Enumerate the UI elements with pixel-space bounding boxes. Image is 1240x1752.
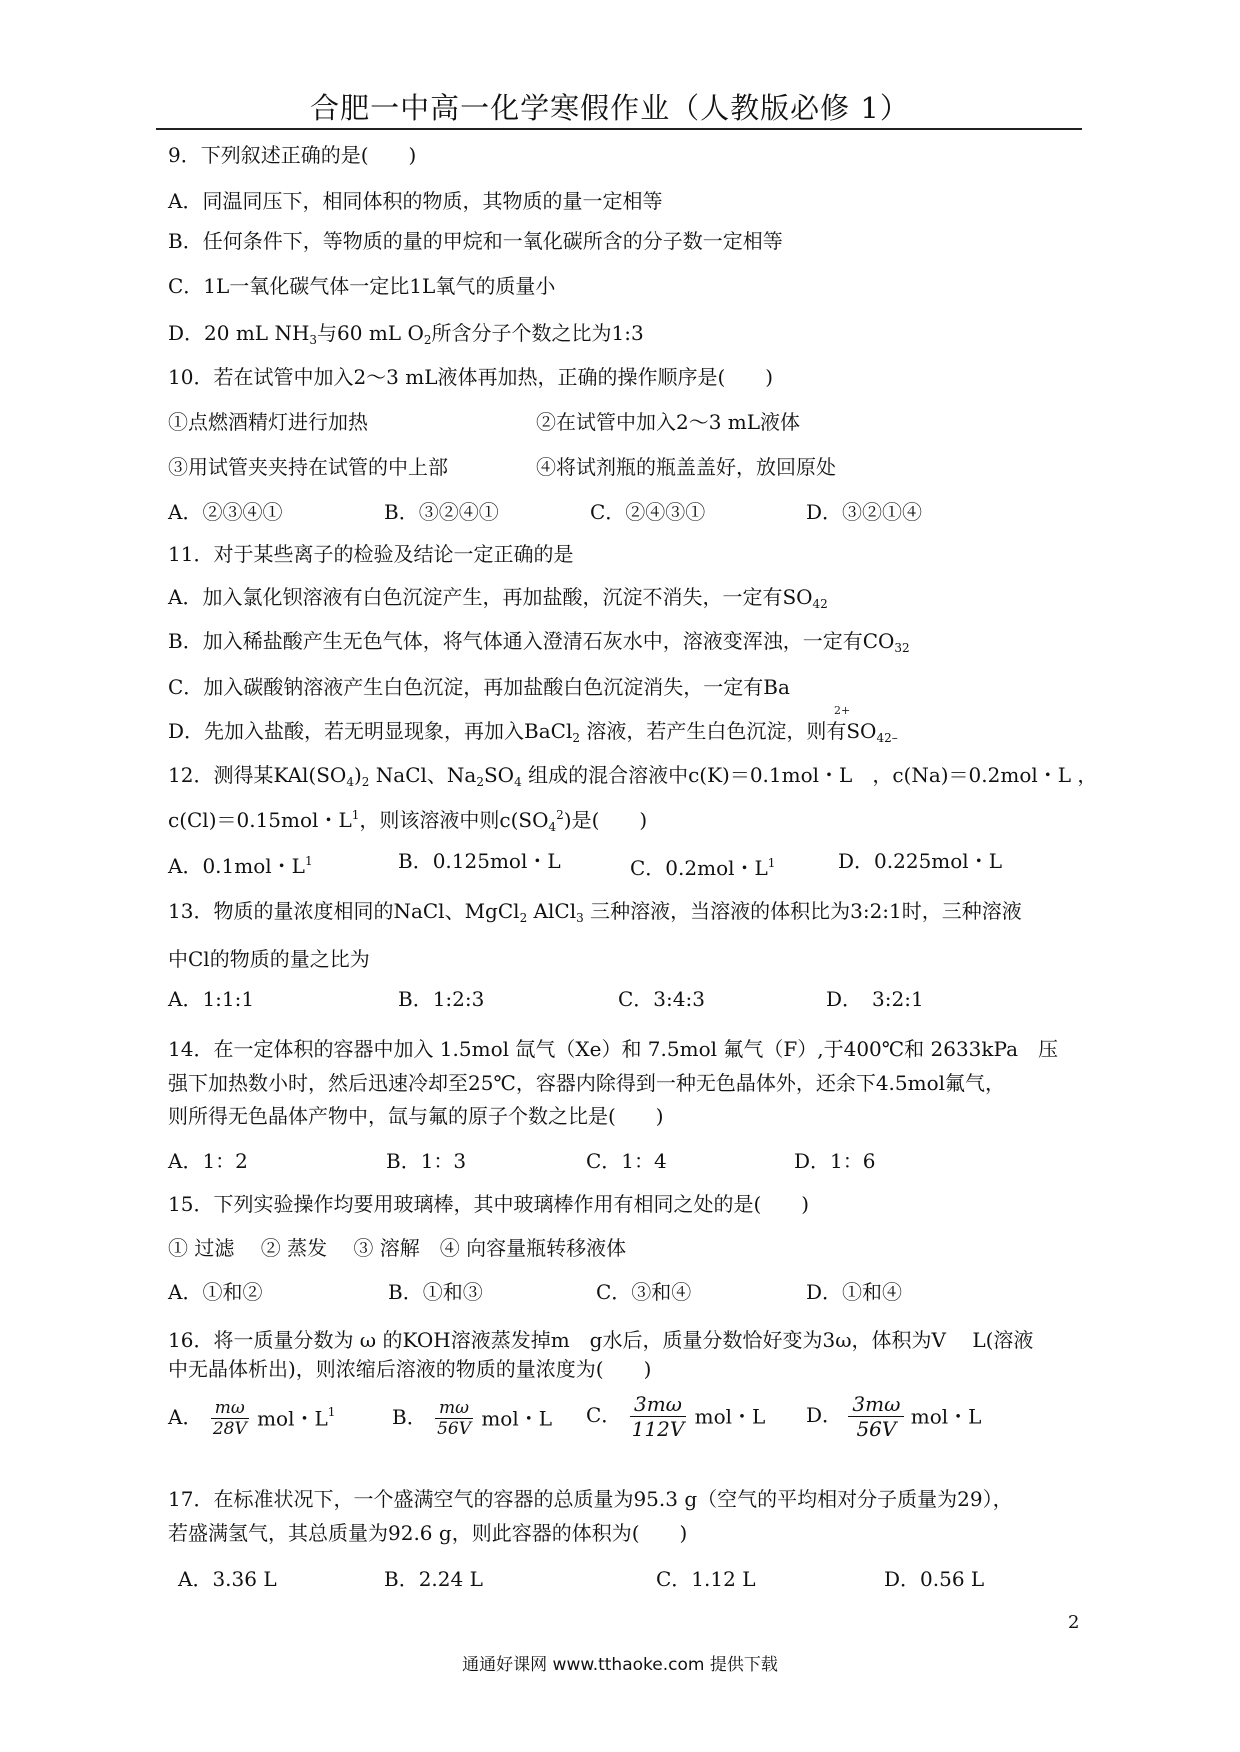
q10-step-2: ②在试管中加入2～3 mL液体	[536, 410, 801, 434]
q14-option-a: A．1：2	[168, 1149, 248, 1173]
q16-line-2: 中无晶体析出)，则浓缩后溶液的物质的量浓度为( )	[168, 1357, 652, 1381]
q16-d-fraction: $\frac{3m\omega}{56V}$	[848, 1392, 904, 1441]
page-header: 合肥一中高一化学寒假作业（人教版必修 1）	[310, 91, 910, 125]
q10-step-3: ③用试管夹夹持在试管的中上部	[168, 455, 448, 479]
q11-stem: 11．对于某些离子的检验及结论一定正确的是	[168, 542, 574, 566]
q17-option-a: A．3.36 L	[178, 1567, 277, 1591]
q9-option-b: B．任何条件下，等物质的量的甲烷和一氧化碳所含的分子数一定相等	[168, 229, 783, 253]
q9-option-c: C．1L一氧化碳气体一定比1L氧气的质量小	[168, 274, 556, 298]
q12-option-a: A．0.1mol・$L^1$	[168, 854, 313, 878]
q11-ba-charge: 2+	[834, 704, 851, 717]
q14-line-1: 14．在一定体积的容器中加入 1.5mol 氙气（Xe）和 7.5mol 氟气（F）,于400℃和 2633kPa 压	[168, 1037, 1059, 1061]
q10-option-a: A．②③④①	[168, 500, 283, 524]
q12-option-c: C．0.2mol・$L^1$	[630, 856, 776, 880]
footer-text: 通通好课网 www.tthaoke.com 提供下载	[462, 1655, 778, 1675]
q12-option-b: B．0.125mol・L	[398, 849, 561, 873]
q16-option-c: C． $\frac{3m\omega}{112V}$ mol・L	[586, 1392, 766, 1441]
q10-step-4: ④将试剂瓶的瓶盖盖好，放回原处	[536, 455, 836, 479]
q16-line-1: 16．将一质量分数为 ω 的KOH溶液蒸发掉m g水后，质量分数恰好变为3ω，体积为V L(溶液	[168, 1328, 1034, 1352]
q11-option-c: C．加入碳酸钠溶液产生白色沉淀，再加盐酸白色沉淀消失，一定有Ba	[168, 675, 790, 699]
q10-step-1: ①点燃酒精灯进行加热	[168, 410, 368, 434]
q13-option-c: C．3:4:3	[618, 987, 705, 1011]
header-rule	[156, 128, 1082, 130]
q16-option-d: D． $\frac{3m\omega}{56V}$ mol・L	[806, 1392, 982, 1441]
q16-b-fraction: $\frac{m\omega}{56V}$	[433, 1398, 475, 1439]
q12-line-2: c(Cl)＝0.15mol・$L^1$，则该溶液中则$c(SO_4^2)$是( )	[168, 808, 648, 834]
q14-option-d: D．1：6	[794, 1149, 876, 1173]
q15-option-c: C．③和④	[596, 1280, 692, 1304]
q10-stem: 10．若在试管中加入2～3 mL液体再加热，正确的操作顺序是( )	[168, 365, 774, 389]
q9-option-d: D．20 mL $NH_3$与60 mL $O_2$所含分子个数之比为1:3	[168, 321, 644, 347]
q13-option-d: D． 3:2:1	[826, 987, 924, 1011]
q13-line-2: 中Cl的物质的量之比为	[168, 947, 370, 971]
q11-option-d: D．先加入盐酸，若无明显现象，再加入BaCl$_2$ 溶液，若产生白色沉淀，则有$SO_{42-}$	[168, 719, 898, 745]
q15-option-d: D．①和④	[806, 1280, 903, 1304]
q15-stem: 15．下列实验操作均要用玻璃棒，其中玻璃棒作用有相同之处的是( )	[168, 1192, 810, 1216]
q16-a-fraction: $\frac{m\omega}{28V}$	[209, 1398, 251, 1439]
q16-c-fraction: $\frac{3m\omega}{112V}$	[631, 1392, 685, 1441]
q15-items: ① 过滤 ② 蒸发 ③ 溶解 ④ 向容量瓶转移液体	[168, 1236, 627, 1260]
page-number: 2	[1068, 1612, 1080, 1633]
q14-option-c: C．1：4	[586, 1149, 667, 1173]
q17-option-d: D．0.56 L	[884, 1567, 985, 1591]
q10-option-b: B．③②④①	[384, 500, 499, 524]
q10-option-c: C．②④③①	[590, 500, 706, 524]
q15-option-b: B．①和③	[388, 1280, 483, 1304]
q15-option-a: A．①和②	[168, 1280, 263, 1304]
q14-line-2: 强下加热数小时，然后迅速冷却至25℃，容器内除得到一种无色晶体外，还余下4.5mol氟气，	[168, 1071, 1006, 1095]
q14-option-b: B．1：3	[386, 1149, 467, 1173]
q12-line-1: 12．测得某$KAl(SO_4)_2$ NaCl、$Na_2SO_4$ 组成的混合溶液中c(K)＝0.1mol・L ，c(Na)＝0.2mol・L ，	[168, 763, 1098, 789]
q13-option-b: B．1:2:3	[398, 987, 485, 1011]
q14-line-3: 则所得无色晶体产物中，氙与氟的原子个数之比是( )	[168, 1104, 664, 1128]
q13-option-a: A．1:1:1	[168, 987, 255, 1011]
q17-option-c: C．1.12 L	[656, 1567, 756, 1591]
q12-option-d: D．0.225mol・L	[838, 849, 1002, 873]
q16-option-b: B． $\frac{m\omega}{56V}$ mol・L	[392, 1398, 553, 1439]
q17-line-1: 17．在标准状况下，一个盛满空气的容器的总质量为95.3 g（空气的平均相对分子质量为29），	[168, 1487, 1013, 1511]
q13-line-1: 13．物质的量浓度相同的NaCl、MgCl$_2$ AlCl$_3$ 三种溶液，当溶液的体积比为3:2:1时，三种溶液	[168, 899, 1022, 925]
q10-option-d: D．③②①④	[806, 500, 923, 524]
q9-stem: 9．下列叙述正确的是( )	[168, 143, 417, 167]
q11-option-a: A．加入氯化钡溶液有白色沉淀产生，再加盐酸，沉淀不消失，一定有$SO_{42}$	[168, 585, 828, 611]
q17-line-2: 若盛满氢气，其总质量为92.6 g，则此容器的体积为( )	[168, 1521, 688, 1545]
q17-option-b: B．2.24 L	[384, 1567, 483, 1591]
q16-option-a: A． $\frac{m\omega}{28V}$ mol・$L^1$	[168, 1398, 336, 1439]
q9-option-a: A．同温同压下，相同体积的物质，其物质的量一定相等	[168, 189, 663, 213]
q11-option-b: B．加入稀盐酸产生无色气体，将气体通入澄清石灰水中，溶液变浑浊，一定有$CO_{32}$	[168, 629, 910, 655]
